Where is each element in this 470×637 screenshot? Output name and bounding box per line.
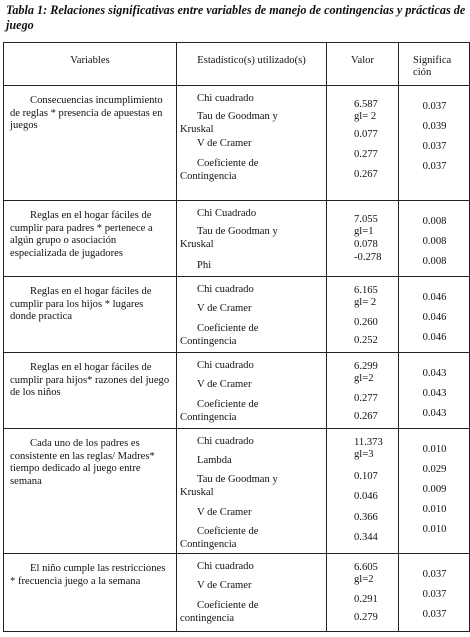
- statistic-name-line1: V de Cramer: [197, 379, 252, 390]
- value-entry: 0.279: [354, 612, 378, 623]
- variable-cell: Reglas en el hogar fáciles de cumplir para los hijos * lugares donde practica: [4, 277, 177, 353]
- significance-cell: [399, 353, 470, 429]
- significance-entry: 0.043: [422, 408, 447, 419]
- significance-entry: 0.029: [422, 464, 447, 475]
- header-significance-line1: Significa: [413, 55, 452, 66]
- statistic-name-line1: Phi: [197, 260, 212, 271]
- value-entry: 0.078: [354, 239, 378, 250]
- value-entry: gl= 2: [354, 297, 377, 308]
- value-entry: 11.373: [354, 437, 383, 448]
- header-significance: [399, 43, 470, 86]
- value-entry: 7.055: [354, 214, 378, 225]
- header-value: Valor: [327, 43, 399, 86]
- value-entry: gl=2: [354, 373, 374, 384]
- value-entry: 6.165: [354, 285, 378, 296]
- significance-entry: 0.008: [422, 216, 447, 227]
- significance-entry: 0.043: [422, 368, 447, 379]
- significance-cell: [399, 86, 470, 201]
- table-row: [4, 201, 470, 277]
- significance-entry: 0.037: [422, 609, 447, 620]
- variable-cell: Cada uno de los padres es consistente en las reglas/ Madres* tiempo dedicado al juego entre semana: [4, 429, 177, 554]
- significance-cell: [399, 201, 470, 277]
- statistic-name: [180, 93, 323, 106]
- statistic-name-line1: Lambda: [197, 455, 232, 466]
- significance-entry: 0.008: [422, 236, 447, 247]
- table-row: [4, 353, 470, 429]
- value-entry: 6.587: [354, 99, 378, 110]
- statistic-name: [180, 111, 323, 136]
- value-entry: gl=1: [354, 226, 374, 237]
- statistic-name-line1: Chi cuadrado: [197, 284, 254, 295]
- significance-entry: 0.010: [422, 524, 447, 535]
- value-cell: [327, 201, 399, 277]
- statistic-name-line1: Coeficiente de: [197, 158, 259, 169]
- statistic-name-line1: Tau de Goodman y: [197, 474, 278, 485]
- significance-entry: 0.010: [422, 444, 447, 455]
- statistic-name: [180, 526, 323, 551]
- value-entry: gl= 2: [354, 111, 377, 122]
- statistic-name: [180, 226, 323, 251]
- value-entry: 0.107: [354, 471, 378, 482]
- value-entry: 0.277: [354, 149, 378, 160]
- significance-entry: 0.043: [422, 388, 447, 399]
- value-entry: 0.046: [354, 491, 378, 502]
- header-statistic: Estadístico(s) utilizado(s): [177, 43, 327, 86]
- value-entry: 0.291: [354, 594, 378, 605]
- statistic-name-line1: Chi Cuadrado: [197, 208, 257, 219]
- statistic-name: [180, 323, 323, 348]
- variable-cell: El niño cumple las restricciones * frecuencia juego a la semana: [4, 554, 177, 632]
- significance-entry: 0.037: [422, 589, 447, 600]
- variable-cell: Reglas en el hogar fáciles de cumplir para hijos* razones del juego de los niños: [4, 353, 177, 429]
- value-entry: gl=2: [354, 574, 374, 585]
- value-cell: [327, 86, 399, 201]
- statistic-name-line1: Coeficiente de: [197, 526, 259, 537]
- significance-entry: 0.010: [422, 504, 447, 515]
- statistic-name-line1: Chi cuadrado: [197, 93, 254, 104]
- variable-cell: Reglas en el hogar fáciles de cumplir para padres * pertenece a algún grupo o asociación especializada de jugadores: [4, 201, 177, 277]
- statistic-name: [180, 399, 323, 424]
- statistic-name: [180, 474, 323, 499]
- significance-entry: 0.037: [422, 569, 447, 580]
- significance-entry: 0.037: [422, 161, 447, 172]
- statistic-name-line1: Chi cuadrado: [197, 436, 254, 447]
- statistic-name: [180, 260, 323, 273]
- statistic-name: [180, 158, 323, 183]
- statistic-name: [180, 436, 323, 449]
- statistic-name: [180, 284, 323, 297]
- statistic-name-line2: Kruskal: [180, 123, 214, 135]
- statistic-name: [180, 360, 323, 373]
- statistic-cell: [177, 353, 327, 429]
- significance-entry: 0.046: [422, 332, 447, 343]
- value-entry: gl=3: [354, 449, 374, 460]
- statistic-name-line2: Contingencia: [180, 411, 237, 423]
- value-cell: [327, 353, 399, 429]
- value-entry: 6.299: [354, 361, 378, 372]
- statistic-name: [180, 455, 323, 468]
- significance-entry: 0.046: [422, 292, 447, 303]
- statistic-cell: [177, 429, 327, 554]
- statistic-name: [180, 138, 323, 151]
- value-entry: 0.344: [354, 532, 378, 543]
- table-row: [4, 554, 470, 632]
- statistic-name: [180, 600, 323, 625]
- value-cell: [327, 554, 399, 632]
- value-entry: 0.366: [354, 512, 378, 523]
- statistic-name-line1: Chi cuadrado: [197, 360, 254, 371]
- statistic-name: [180, 303, 323, 316]
- header-significance-line2: ción: [413, 67, 432, 78]
- statistic-name: [180, 208, 323, 221]
- value-cell: [327, 277, 399, 353]
- statistic-name: [180, 507, 323, 520]
- value-entry: 0.277: [354, 393, 378, 404]
- header-variables: Variables: [4, 43, 177, 86]
- value-entry: -0.278: [354, 252, 382, 263]
- statistic-name-line2: contingencia: [180, 612, 235, 624]
- statistic-name-line1: Coeficiente de: [197, 323, 259, 334]
- statistic-name-line1: Coeficiente de: [197, 399, 259, 410]
- statistic-name: [180, 561, 323, 574]
- value-entry: 0.267: [354, 169, 378, 180]
- variable-cell: Consecuencias incumplimiento de reglas * presencia de apuestas en juegos: [4, 86, 177, 201]
- value-entry: 0.252: [354, 335, 378, 346]
- statistic-name-line2: Contingencia: [180, 170, 237, 182]
- significance-cell: [399, 277, 470, 353]
- significance-entry: 0.046: [422, 312, 447, 323]
- statistic-cell: [177, 201, 327, 277]
- statistic-cell: [177, 554, 327, 632]
- table-row: [4, 277, 470, 353]
- significance-cell: [399, 429, 470, 554]
- value-entry: 6.605: [354, 562, 378, 573]
- table-caption: Tabla 1: Relaciones significativas entre variables de manejo de contingencias y prácticas de juego: [6, 3, 466, 32]
- value-entry: 0.260: [354, 317, 378, 328]
- statistic-name-line2: Kruskal: [180, 238, 214, 250]
- statistics-table: [3, 42, 470, 632]
- statistic-name-line2: Kruskal: [180, 486, 214, 498]
- significance-entry: 0.037: [422, 141, 447, 152]
- statistic-name-line1: V de Cramer: [197, 580, 252, 591]
- significance-entry: 0.009: [422, 484, 447, 495]
- table-row: [4, 86, 470, 201]
- value-entry: 0.267: [354, 411, 378, 422]
- significance-entry: 0.039: [422, 121, 447, 132]
- statistic-name-line2: Contingencia: [180, 538, 237, 550]
- table-row: [4, 429, 470, 554]
- statistic-cell: [177, 277, 327, 353]
- significance-entry: 0.037: [422, 101, 447, 112]
- value-entry: 0.077: [354, 129, 378, 140]
- statistic-name-line1: V de Cramer: [197, 303, 252, 314]
- statistic-name-line1: V de Cramer: [197, 138, 252, 149]
- statistic-name-line2: Contingencia: [180, 335, 237, 347]
- statistic-name-line1: Tau de Goodman y: [197, 111, 278, 122]
- statistic-name-line1: V de Cramer: [197, 507, 252, 518]
- statistic-name: [180, 379, 323, 392]
- table-header-row: [4, 43, 470, 86]
- statistic-cell: [177, 86, 327, 201]
- statistic-name-line1: Chi cuadrado: [197, 561, 254, 572]
- statistic-name-line1: Tau de Goodman y: [197, 226, 278, 237]
- statistic-name-line1: Coeficiente de: [197, 600, 259, 611]
- value-cell: [327, 429, 399, 554]
- statistic-name: [180, 580, 323, 593]
- significance-cell: [399, 554, 470, 632]
- significance-entry: 0.008: [422, 256, 447, 267]
